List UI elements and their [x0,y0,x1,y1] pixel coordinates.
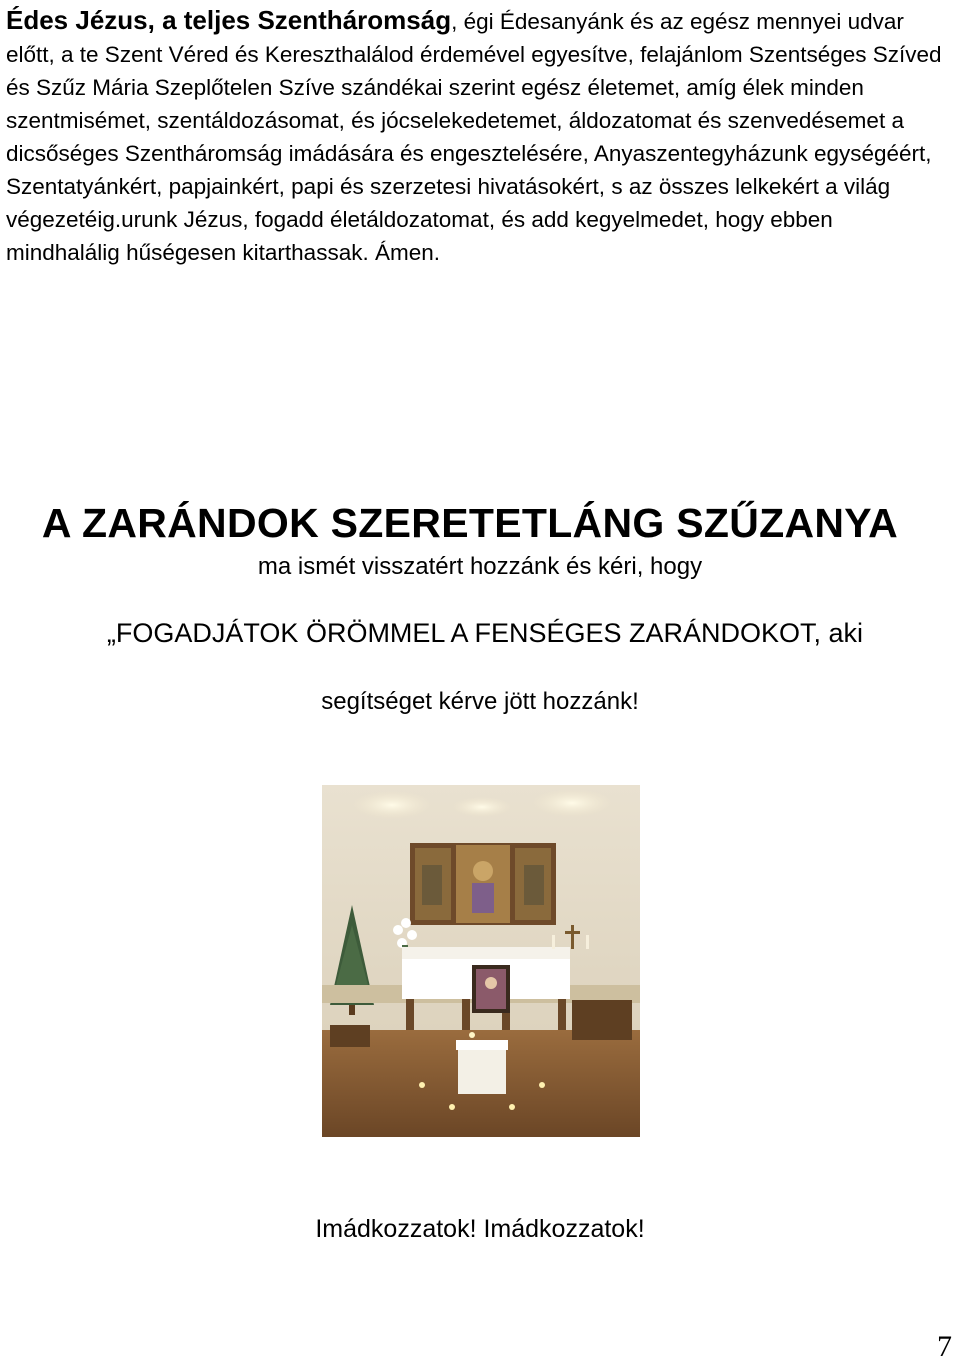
announcement-heading: A ZARÁNDOK SZERETETLÁNG SZŰZANYA [41,500,899,546]
announcement-line-2: „FOGADJÁTOK ÖRÖMMEL A FENSÉGES ZARÁNDOKOT, aki [106,618,864,648]
prayer-lead: Édes Jézus, a teljes Szentháromság [6,5,452,35]
chapel-altar-photo [322,785,640,1137]
closing-exhortation: Imádkozzatok! Imádkozzatok! [315,1215,645,1243]
prayer-body: , égi Édesanyánk és az egész mennyei udvar előtt, a te Szent Véred és Kereszthalálod érdemével egyesítve, felajánlom Szentséges Szíved és Szűz Mária Szeplőtelen Szíve szándékai szerint egész életemet, amíg élek minden szentmisémet, szentáldozásomat, és jócselekedetemet, áldozatomat és szenvedésemet a dicsőséges Szentháromság imádására és engesztelésére, Anyaszentegyházunk egységéért, Szentatyánkért, papjainkért, papi és szerzetesi hivatásokért, s az összes lelkekért a világ végezetéig.urunk Jézus, fogadd életáldozatomat, és add kegyelmedet, hogy ebben mindhalálig hűségesen kitarthassak. Ámen. [6,9,942,265]
prayer-text [6,4,950,269]
announcement-line-1: ma ismét visszatért hozzánk és kéri, hogy [257,553,703,580]
announcement-line-3: segítséget kérve jött hozzánk! [321,688,639,715]
page-number: 7 [937,1330,952,1363]
